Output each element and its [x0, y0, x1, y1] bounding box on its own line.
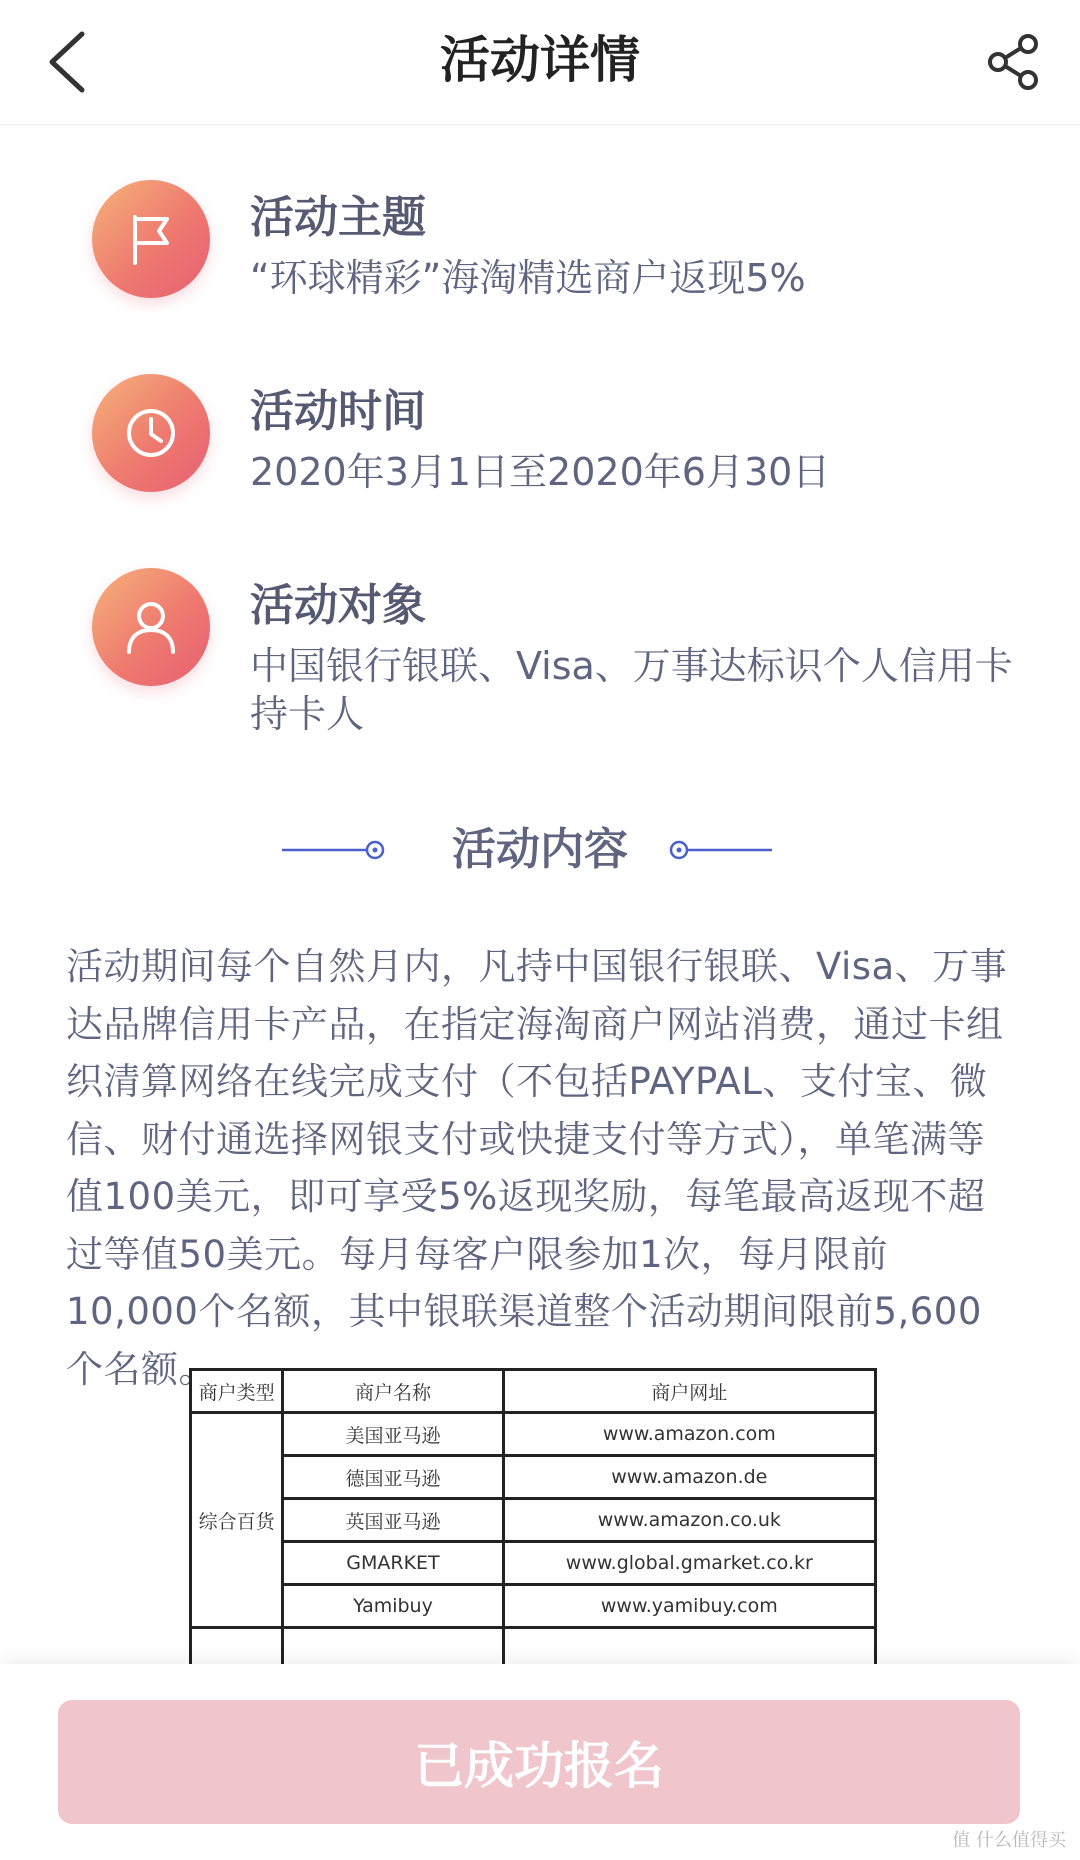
merchant-category-cell: 综合百货 [191, 1413, 283, 1628]
merchant-url-cell: www.amazon.de [503, 1456, 875, 1499]
share-icon[interactable] [984, 32, 1044, 92]
merchant-name-cell: 英国亚马逊 [283, 1499, 503, 1542]
merchant-name-cell: 美国亚马逊 [283, 1413, 503, 1456]
theme-label: 活动主题 [250, 192, 426, 243]
table-header-row [191, 1370, 876, 1413]
audience-value: 中国银行银联、Visa、万事达标识个人信用卡持卡人 [250, 644, 1013, 736]
table-row [191, 1499, 876, 1542]
section-title: 活动内容 [452, 824, 628, 875]
header-merchant-type: 商户类型 [191, 1370, 283, 1413]
flag-icon [92, 180, 210, 298]
time-label: 活动时间 [250, 386, 426, 437]
merchant-name-cell: GMARKET [283, 1542, 503, 1585]
header-merchant-name: 商户名称 [283, 1370, 503, 1413]
table-row [191, 1542, 876, 1585]
registered-button[interactable]: 已成功报名 [58, 1700, 1020, 1824]
header-merchant-url: 商户网址 [503, 1370, 875, 1413]
decorative-swirl-right-icon [664, 834, 774, 866]
watermark-text: 值 什么值得买 [952, 1830, 1066, 1851]
merchant-name-cell: 德国亚马逊 [283, 1456, 503, 1499]
clock-icon [92, 374, 210, 492]
decorative-swirl-left-icon [280, 834, 390, 866]
bottom-action-bar [0, 1664, 1080, 1860]
top-nav-bar [0, 0, 1080, 125]
user-icon [92, 568, 210, 686]
theme-value: “环球精彩”海淘精选商户返现5% [250, 256, 806, 300]
activity-description: 活动期间每个自然月内，凡持中国银行银联、Visa、万事达品牌信用卡产品，在指定海淘商户网站消费，通过卡组织清算网络在线完成支付（不包括PAYPAL、支付宝、微信、财付通选择网银支付或快捷支付等方式），单笔满等值100美元，即可享受5%返现奖励，每笔最高返现不超过等值50美元。每月每客户限参加1次，每月限前10,000个名额，其中银联渠道整个活动期间限前5,600个名额。 [66, 945, 1008, 1391]
merchant-name-cell: Yamibuy [283, 1585, 503, 1628]
merchant-url-cell: www.yamibuy.com [503, 1585, 875, 1628]
table-row [191, 1456, 876, 1499]
merchant-url-cell: www.global.gmarket.co.kr [503, 1542, 875, 1585]
merchant-url-cell: www.amazon.com [503, 1413, 875, 1456]
time-value: 2020年3月1日至2020年6月30日 [250, 450, 831, 494]
page-title: 活动详情 [440, 31, 640, 89]
merchant-table [189, 1368, 877, 1672]
table-row [191, 1585, 876, 1628]
table-row [191, 1413, 876, 1456]
section-heading [0, 820, 1080, 880]
merchant-url-cell: www.amazon.co.uk [503, 1499, 875, 1542]
audience-label: 活动对象 [250, 580, 426, 631]
